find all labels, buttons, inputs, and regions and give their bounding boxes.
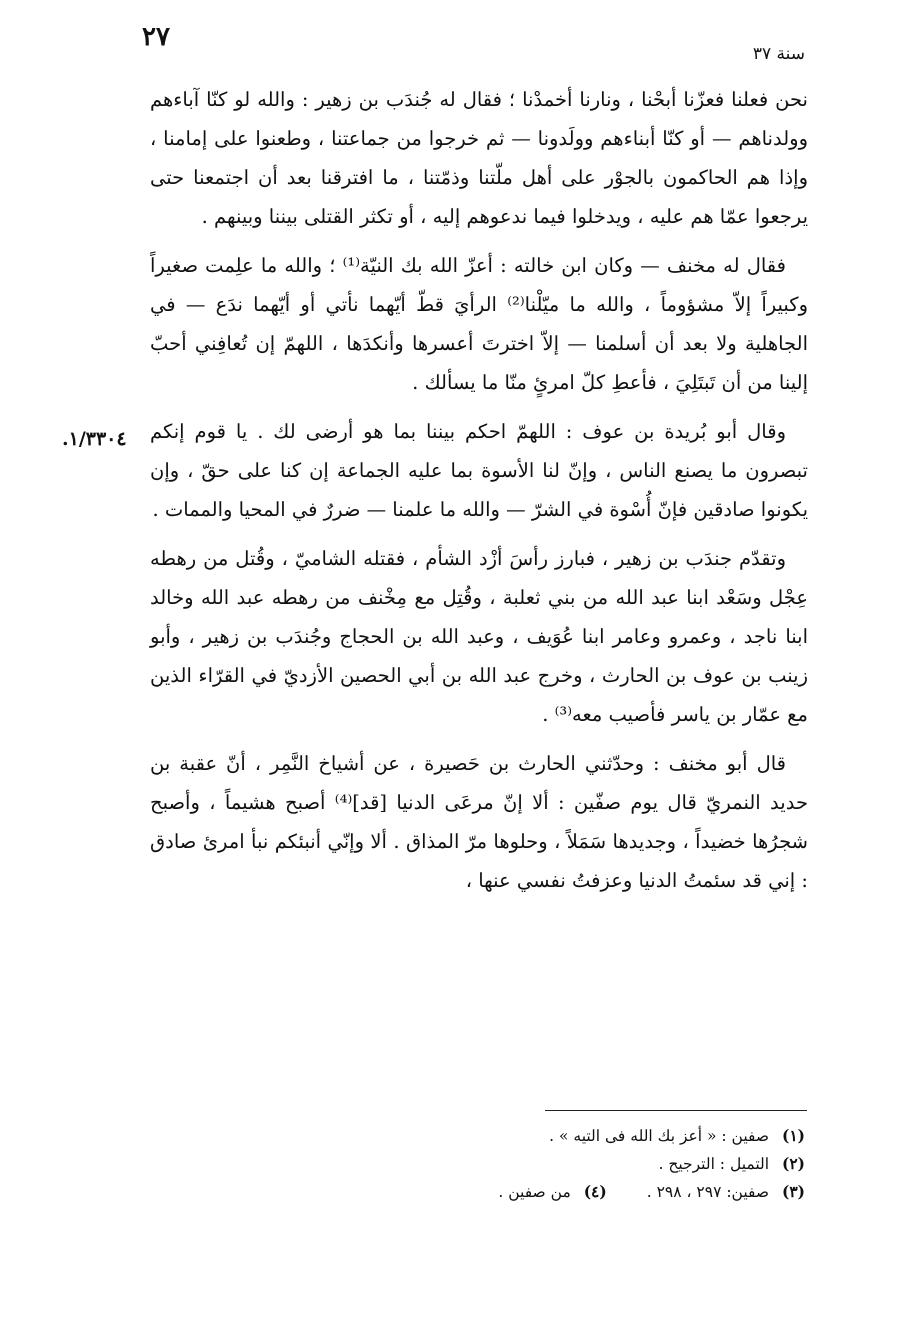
footnote — [647, 1178, 805, 1206]
paragraph: قال أبو مخنف : وحدّثني الحارث بن حَصيرة ، عن أشياخ النَّمِر ، أنّ عقبة بن حديد النمريّ قال يوم صفّين : ألا إنّ مرعَى الدنيا [قد]⁽⁴⁾ أصبح هشيماً ، وأصبح شجرُها خضيداً ، وجديدها سَمَلاً ، وحلوها مرّ المذاق . ألا وإنّي أنبئكم نبأ امرئ صادق : إني قد سئمتُ الدنيا وعزفتُ نفسي عنها ، — [150, 752, 809, 892]
page-number: ٢٧ — [142, 22, 170, 52]
paragraph: وقال أبو بُريدة بن عوف : اللهمّ احكم بيننا بما هو أرضى لك . يا قوم إنكم تبصرون ما يصنع الناس ، وإنّ لنا الأسوة بما عليه الجماعة إن كنا على حقّ ، وإن يكونوا صادقين فإنّ أُسْوة في الشرّ — والله ما علمنا — ضررٌ في المحيا والممات . — [150, 420, 808, 521]
paragraph: وتقدّم جندَب بن زهير ، فبارز رأسَ أزْد الشأم ، فقتله الشاميّ ، وقُتل من رهطه عِجْل وسَعْد ابنا عبد الله من بني ثعلبة ، وقُتِل مع مِخْنف من رهطه عبد الله وخالد ابنا ناجد ، وعمرو وعامر ابنا عُوَيف ، وعبد الله بن الحجاج وجُندَب بن زهير ، وأبو زينب بن عوف بن الحارث ، وخرج عبد الله بن أبي الحصين الأزديّ في القرّاء الذين مع عمّار بن ياسر فأصيب معه⁽³⁾ . — [150, 547, 808, 726]
footnote — [498, 1178, 606, 1206]
main-text — [150, 80, 808, 910]
footnote-row — [385, 1150, 805, 1178]
footnote-text: صفين : « أعز بك الله فى التيه » . — [549, 1127, 770, 1145]
footnote-number: (٣) — [781, 1182, 805, 1201]
footnote-number: (٤) — [583, 1182, 607, 1201]
footnote-row — [385, 1178, 805, 1206]
footnotes — [385, 1122, 805, 1206]
paragraph: فقال له مخنف — وكان ابن خالته : أعزّ الله بك النيّة⁽¹⁾ ؛ والله ما علِمت صغيراً وكبيراً إلاّ مشؤوماً ، والله ما ميّلْنا⁽²⁾ الرأيَ قطّ أيّهما نأتي أو أيّهما ندَع — في الجاهلية ولا بعد أن أسلمنا — إلاّ اخترتَ أعسرها وأنكدَها ، اللهمّ إن تُعافِني أحبّ إلينا من أن تَبتَلِيَ ، فأعطِ كلّ امرئٍ منّا ما يسألك . — [150, 254, 809, 394]
running-head: سنة ٣٧ — [752, 44, 805, 64]
footnote-number: (١) — [781, 1126, 805, 1145]
footnote-row — [385, 1122, 805, 1150]
footnote-text: التميل : الترجيح . — [658, 1155, 770, 1173]
paragraph: نحن فعلنا فعزّنا أبحْنا ، ونارنا أخمدْنا ؛ فقال له جُندَب بن زهير : والله لو كنّا آباءهم وولدناهم — أو كنّا أبناءهم وولَدونا — ثم خرجوا من جماعتنا ، وطعنوا على إمامنا ، وإذا هم الحاكمون بالجوْر على أهل ملّتنا وذمّتنا ، ما افترقنا بعد أن اجتمعنا حتى يرجعوا عمّا هم عليه ، ويدخلوا فيما ندعوهم إليه ، أو تكثر القتلى بيننا وبينهم . — [150, 88, 808, 228]
footnote-divider — [545, 1110, 807, 1111]
footnote-text: صفين: ٢٩٧ ، ٢٩٨ . — [646, 1183, 770, 1201]
footnote-number: (٢) — [781, 1154, 805, 1173]
margin-reference: ١/٣٣٠٤. — [62, 428, 127, 450]
footnote — [549, 1122, 805, 1150]
footnote-text: من صفين . — [498, 1183, 571, 1201]
footnote — [659, 1150, 806, 1178]
